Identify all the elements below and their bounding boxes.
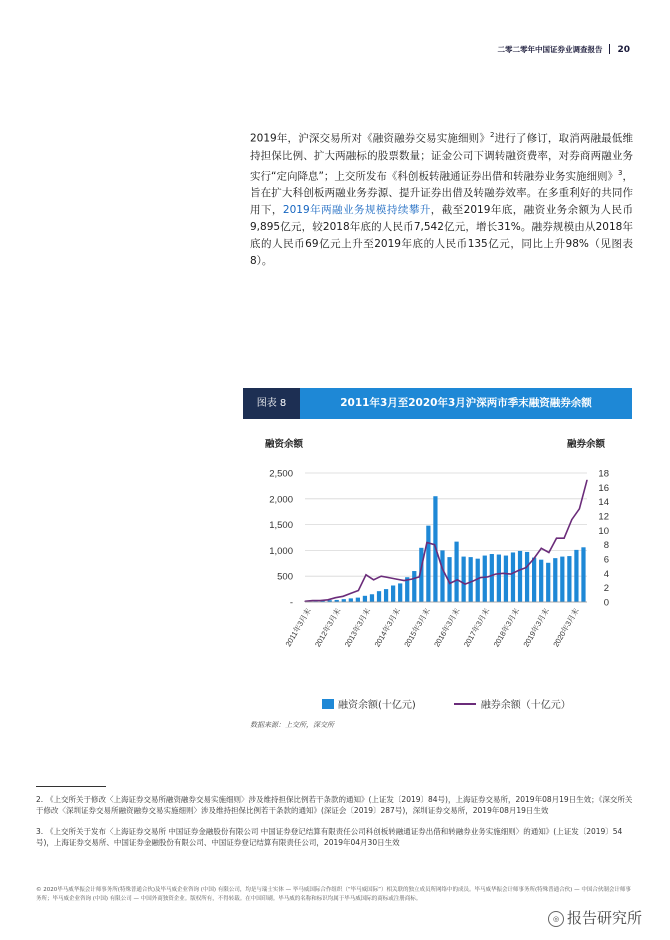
- line-point: [434, 544, 435, 545]
- line-point: [365, 574, 366, 575]
- line-point: [480, 577, 481, 578]
- securities-lending-line: [305, 480, 587, 601]
- line-point: [495, 573, 496, 574]
- figure-label: 图表 8: [243, 388, 300, 419]
- highlight-text: 2019年两融业务规模持续攀升: [282, 204, 431, 216]
- line-point: [350, 593, 351, 594]
- line-point: [312, 600, 313, 601]
- line-point: [327, 599, 328, 600]
- financing-balance-bar: [469, 557, 473, 602]
- footnote-text: 《上交所关于修改〈上海证券交易所融资融券交易实施细则〉涉及维持担保比例若干条款的通知》(上证发〔2019〕84号)，上海证券交易所，2019年08月19日生效；《深交所关于修改〈深圳证券交易所融资融券交易实施细则〉涉及维持担保比例若干条款的通知》(深证会〔2019〕287号)，深圳证券交易所，2019年08月19日生效: [36, 795, 633, 815]
- financing-balance-bar: [581, 547, 585, 602]
- footnote-number: 2.: [36, 795, 44, 804]
- footnote-3: [36, 826, 636, 848]
- line-point: [411, 578, 412, 579]
- running-header: [497, 44, 630, 55]
- line-point: [358, 590, 359, 591]
- report-title: 二零二零年中国证券业调查报告: [497, 45, 603, 54]
- financing-balance-bar: [440, 550, 444, 602]
- financing-balance-bar: [454, 542, 458, 602]
- left-tick-label: 2,000: [269, 494, 293, 506]
- x-tick-label: 2017年3月末: [461, 606, 492, 649]
- right-tick-label: 6: [603, 554, 609, 566]
- right-tick-label: 0: [603, 597, 609, 609]
- financing-balance-bar: [497, 555, 501, 602]
- x-tick-label: 2020年3月末: [551, 606, 581, 649]
- left-tick-label: -: [289, 597, 293, 609]
- financing-balance-bar: [546, 563, 550, 602]
- footnote-2: [36, 794, 636, 816]
- line-point: [381, 576, 382, 577]
- financing-balance-bar: [574, 550, 578, 602]
- legend-bar-label: 融资余额(十亿元): [338, 700, 416, 711]
- financing-balance-bar: [567, 556, 571, 602]
- line-point: [556, 538, 557, 539]
- text-run: ，旨在扩大科创板两融业务券源、提升证券出借及转融券效率。在多重利好的共同作用下，: [250, 170, 633, 216]
- text-run: ，截至2019年底，融资业务余额为人民币9,895亿元，较2018年底的人民币7,542亿元，增长31%。融券规模由从2018年底的人民币69亿元上升至2019年底的人民币135亿元，同比上升98%（见图表8）。: [250, 204, 633, 267]
- financing-balance-bar: [391, 585, 395, 602]
- financing-balance-bar: [525, 552, 529, 602]
- line-point: [472, 581, 473, 582]
- right-tick-label: 10: [598, 525, 609, 537]
- wechat-icon: ◎: [548, 911, 564, 927]
- right-tick-label: 12: [598, 511, 609, 523]
- figure-title: 2011年3月至2020年3月沪深两市季末融资融券余额: [300, 388, 632, 419]
- footnote-ref: 2: [490, 131, 495, 139]
- text-run: 进行了修订，取消两融最低维持担保比例、扩大两融标的股票数量；证金公司下调转融资费率，对券商两融业务实行“定向降息”；上交所发布《科创板转融通证券出借和转融券业务实施细则》: [250, 132, 633, 182]
- financing-balance-bar: [504, 556, 508, 602]
- line-point: [548, 552, 549, 553]
- line-point: [564, 538, 565, 539]
- right-tick-label: 18: [598, 468, 609, 480]
- page-number: 20: [617, 45, 630, 55]
- x-tick-label: 2019年3月末: [521, 606, 551, 649]
- line-point: [487, 576, 488, 577]
- footnote-rule: [36, 786, 106, 787]
- line-point: [403, 580, 404, 581]
- line-point: [343, 596, 344, 597]
- text-run: 2019年，沪深交易所对《融资融券交易实施细则》: [250, 132, 490, 145]
- line-point: [442, 568, 443, 569]
- legend-line-label: 融券余额（十亿元）: [480, 700, 571, 711]
- right-tick-label: 14: [598, 497, 609, 509]
- financing-balance-bar: [370, 594, 374, 602]
- copyright-notice: © 2020毕马威华振会计师事务所(特殊普通合伙)及毕马威企业咨询 (中国) 有限公司，均是与瑞士实体 — 毕马威国际合作组织（“毕马威国际”）相关联的独立成员所网络中的成员。毕马威华振会计师事务所(特殊普通合伙) — 中国合伙制会计师事务所；毕马威企业咨询 (中国) 有限公司 — 中国外商独资企业。版权所有，不得转载。在中国印刷。毕马威的名称和标识均属于毕马威国际的商标或注册商标。: [36, 887, 631, 902]
- line-point: [503, 573, 504, 574]
- figure-source: 数据来源：上交所，深交所: [250, 721, 334, 729]
- line-point: [426, 542, 427, 543]
- watermark: [548, 907, 642, 928]
- legend-bar-swatch: [322, 699, 334, 709]
- financing-balance-bar: [384, 589, 388, 602]
- left-axis-title: 融资余额: [265, 439, 304, 450]
- financing-balance-bar: [490, 554, 494, 602]
- left-tick-label: 2,500: [269, 468, 293, 480]
- financing-balance-bar: [349, 598, 353, 602]
- line-point: [541, 548, 542, 549]
- line-point: [464, 583, 465, 584]
- financing-balance-bar: [483, 556, 487, 602]
- financing-balance-bar: [539, 560, 543, 602]
- x-tick-label: 2016年3月末: [432, 606, 462, 649]
- line-point: [388, 577, 389, 578]
- x-tick-label: 2015年3月末: [402, 606, 432, 649]
- right-tick-label: 4: [603, 568, 609, 580]
- left-tick-label: 1,500: [269, 520, 293, 532]
- footnote-ref: 3: [618, 168, 623, 177]
- footnote-text: 《上交所关于发布〈上海证券交易所 中国证券金融股份有限公司 中国证券登记结算有限责任公司科创板转融通证券出借和转融券业务实施细则〉的通知》(上证发〔2019〕54号)，上海证券交易所、中国证券金融股份有限公司、中国证券登记结算有限责任公司，2019年04月30日生效: [36, 827, 623, 847]
- left-tick-label: 500: [277, 571, 293, 583]
- right-tick-label: 2: [603, 583, 609, 595]
- line-point: [510, 573, 511, 574]
- financing-balance-bar: [356, 598, 360, 602]
- financing-balance-bar: [412, 571, 416, 602]
- line-point: [533, 558, 534, 559]
- line-point: [457, 579, 458, 580]
- header-divider: [609, 44, 610, 54]
- footnote-number: 3.: [36, 827, 44, 836]
- line-point: [579, 508, 580, 509]
- line-point: [449, 583, 450, 584]
- line-point: [525, 567, 526, 568]
- financing-balance-bar: [553, 558, 557, 602]
- financing-balance-bar: [342, 599, 346, 602]
- x-tick-label: 2011年3月末: [283, 606, 313, 649]
- financing-balance-bar: [363, 596, 367, 602]
- financing-balance-bar: [377, 591, 381, 602]
- line-point: [518, 570, 519, 571]
- right-tick-label: 8: [603, 540, 609, 552]
- line-point: [373, 579, 374, 580]
- x-tick-label: 2012年3月末: [313, 606, 343, 649]
- financing-balance-bar: [532, 558, 536, 602]
- x-tick-label: 2013年3月末: [342, 606, 373, 649]
- left-tick-label: 1,000: [269, 545, 293, 557]
- line-point: [571, 519, 572, 520]
- financing-balance-bar: [462, 557, 466, 602]
- x-tick-label: 2014年3月末: [372, 606, 403, 649]
- right-tick-label: 16: [598, 482, 609, 494]
- financing-balance-bar: [518, 551, 522, 602]
- chart-legend: [322, 696, 571, 711]
- body-paragraph: [250, 127, 633, 270]
- right-axis-title: 融券余额: [567, 439, 606, 450]
- financing-balance-bar: [511, 552, 515, 602]
- legend-line-swatch: [454, 703, 476, 705]
- line-point: [586, 480, 587, 481]
- x-tick-label: 2018年3月末: [491, 606, 522, 649]
- financing-balance-bar: [560, 557, 564, 602]
- margin-balance-chart: [243, 425, 633, 690]
- line-point: [419, 576, 420, 577]
- financing-balance-bar: [398, 583, 402, 602]
- line-point: [335, 597, 336, 598]
- watermark-text: 报告研究所: [567, 909, 643, 927]
- financing-balance-bar: [426, 526, 430, 602]
- line-point: [396, 578, 397, 579]
- line-point: [320, 600, 321, 601]
